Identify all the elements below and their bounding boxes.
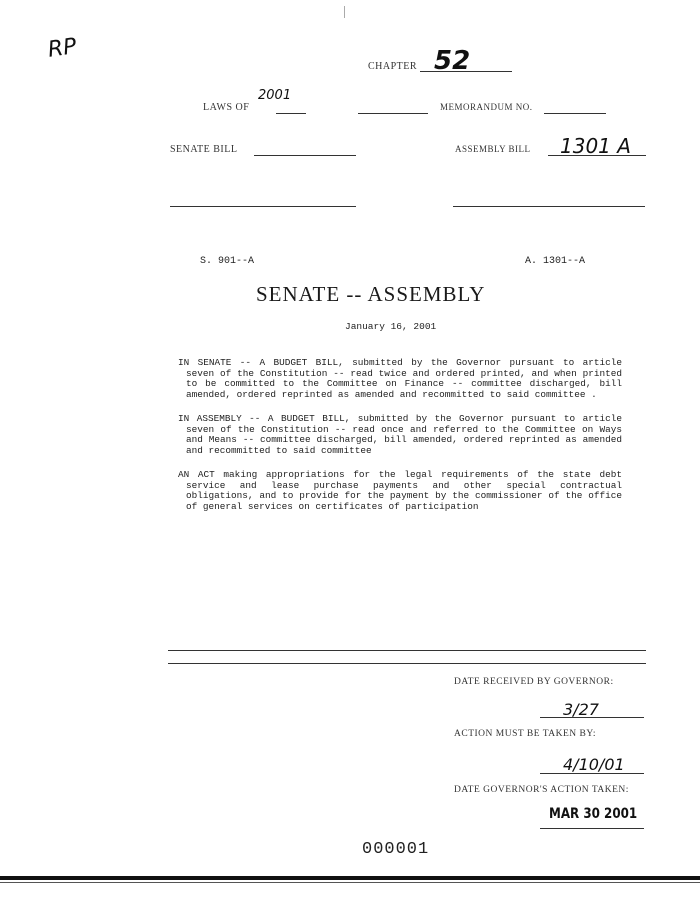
senate-bill-label: SENATE BILL [170, 144, 238, 155]
action-taken-label: DATE GOVERNOR'S ACTION TAKEN: [454, 785, 629, 795]
senate-bill-underline [254, 155, 356, 156]
bottom-scan-bar [0, 876, 700, 880]
laws-year: 2001 [258, 88, 292, 103]
memorandum-underline [544, 113, 606, 114]
laws-of-label: LAWS OF [203, 102, 250, 113]
handwritten-initials: RP [46, 34, 79, 63]
left-blank-line [170, 206, 356, 207]
chapter-underline [420, 71, 512, 72]
act-paragraph: AN ACT making appropriations for the legal requirements of the state debt service and lease purchase payments and other special contractual obligations, and to provide for the payment by the commissioner of the office of general services on certificates of participation [178, 469, 622, 512]
separator-line-1 [168, 650, 646, 651]
bill-title: SENATE -- ASSEMBLY [256, 282, 486, 306]
chapter-label: CHAPTER [368, 61, 418, 72]
date-received-label: DATE RECEIVED BY GOVERNOR: [454, 677, 614, 687]
senate-paragraph: IN SENATE -- A BUDGET BILL, submitted by the Governor pursuant to article seven of the Constitution -- read twice and ordered printed, and when printed to be committed to the Committee on Finance -- committee discharged, bill amended, ordered reprinted as amended and recommitted to said committee . [178, 357, 622, 400]
assembly-bill-number: 1301 A [560, 134, 631, 158]
assembly-bill-label: ASSEMBLY BILL [455, 144, 531, 154]
assembly-bill-underline [548, 155, 646, 156]
page-number: 000001 [362, 840, 430, 859]
top-tick-mark [344, 6, 345, 18]
separator-line-2 [168, 663, 646, 664]
bottom-scan-bar-thin [0, 882, 700, 883]
assembly-paragraph: IN ASSEMBLY -- A BUDGET BILL, submitted by the Governor pursuant to article seven of the Constitution -- read once and referred to the Committee on Ways and Means -- committee discharged, bill amended, ordered reprinted as amended and recommitted to said committee [178, 413, 622, 456]
date-received-underline [540, 717, 644, 718]
senate-print-number: S. 901--A [200, 256, 255, 267]
assembly-print-number: A. 1301--A [525, 256, 586, 267]
right-blank-line [453, 206, 645, 207]
action-must-label: ACTION MUST BE TAKEN BY: [454, 729, 596, 739]
action-taken-underline [540, 828, 644, 829]
action-must-underline [540, 773, 644, 774]
memorandum-label: MEMORANDUM NO. [440, 102, 533, 112]
date-received-value: 3/27 [563, 700, 599, 719]
laws-year-underline [276, 113, 306, 114]
action-taken-stamp: MAR 30 2001 [549, 806, 638, 822]
laws-blank-line [358, 113, 428, 114]
action-must-value: 4/10/01 [563, 755, 625, 774]
bill-date: January 16, 2001 [345, 321, 437, 332]
chapter-number: 52 [434, 46, 471, 76]
